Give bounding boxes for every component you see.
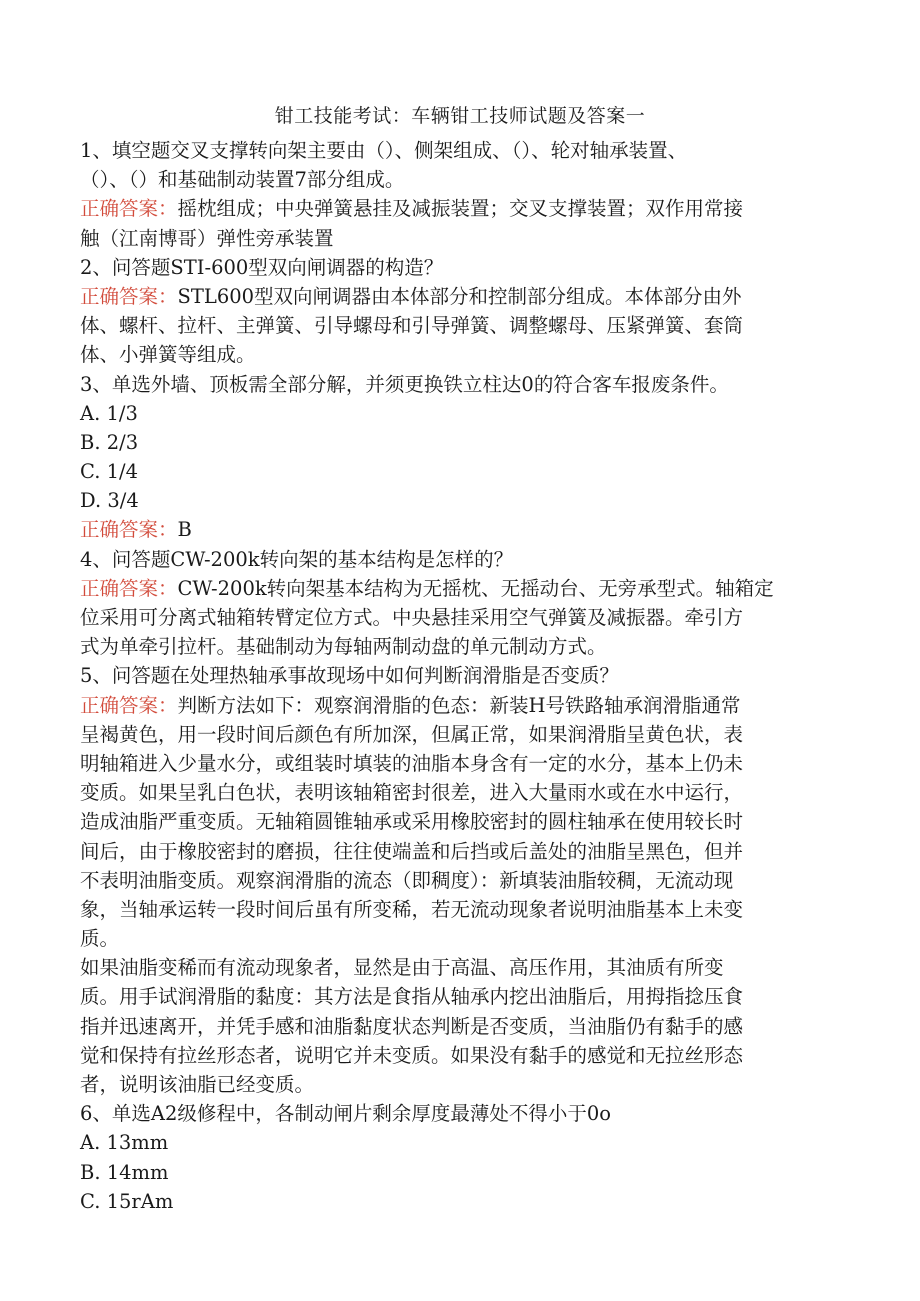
option-a: A. 1/3 <box>80 401 138 425</box>
answer-line <box>80 691 840 720</box>
answer-text: 摇枕组成；中央弹簧悬挂及减振装置；交叉支撑装置；双作用常接 <box>177 197 744 221</box>
question-text: 5、问答题在处理热轴承事故现场中如何判断润滑脂是否变质？ <box>80 664 619 688</box>
answer-label: 正确答案： <box>80 197 178 221</box>
answer-text: 判断方法如下：观察润滑脂的色态：新装H号铁路轴承润滑脂通常 <box>177 693 741 717</box>
answer-text: 触（江南博哥）弹性旁承装置 <box>80 226 334 250</box>
question-text: （）、（）和基础制动装置7部分组成。 <box>80 168 405 192</box>
answer-text: 明轴箱进入少量水分，或组装时填装的油脂本身含有一定的水分，基本上仍未 <box>80 751 744 775</box>
answer-text: 者，说明该油脂已经变质。 <box>80 1073 315 1096</box>
answer-text: B <box>177 518 192 542</box>
answer-text: 间后，由于橡胶密封的磨损，往往使端盖和后挡或后盖处的油脂呈黑色，但并 <box>80 839 744 863</box>
question-3 <box>80 370 840 545</box>
question-6 <box>80 1099 840 1216</box>
page-title: 钳工技能考试：车辆钳工技师试题及答案一 <box>274 105 646 127</box>
answer-text: 体、螺杆、拉杆、主弹簧、引导螺母和引导弹簧、调整螺母、压紧弹簧、套筒 <box>80 314 744 338</box>
answer-text: 呈褐黄色，用一段时间后颜色有所加深，但属正常，如果润滑脂呈黄色状，表 <box>80 722 744 746</box>
answer-text: 如果油脂变稀而有流动现象者，显然是由于高温、高压作用，其油质有所变 <box>80 956 724 980</box>
answer-label: 正确答案： <box>80 693 178 717</box>
question-text: 3、单选外墙、顶板需全部分解，并须更换铁立柱达0的符合客车报废条件。 <box>80 372 729 396</box>
answer-text: 体、小弹簧等组成。 <box>80 343 256 367</box>
option-a: A. 13mm <box>80 1131 169 1155</box>
answer-text: CW-200k转向架基本结构为无摇枕、无摇动台、无旁承型式。轴箱定 <box>177 576 774 600</box>
answer-text: 不表明油脂变质。观察润滑脂的流态（即稠度）：新填装油脂较稠，无流动现 <box>80 868 734 892</box>
answer-label: 正确答案： <box>80 518 178 542</box>
answer-text: 造成油脂严重变质。无轴箱圆锥轴承或采用橡胶密封的圆柱轴承在使用较长时 <box>80 810 744 834</box>
question-text: 6、单选A2级修程中，各制动闸片剩余厚度最薄处不得小于0o <box>80 1102 612 1126</box>
answer-line <box>80 515 840 544</box>
answer-text: 象，当轴承运转一段时间后虽有所变稀，若无流动现象者说明油脂基本上未变 <box>80 897 744 921</box>
document-body <box>80 136 840 1216</box>
question-text: 1、填空题交叉支撑转向架主要由（）、侧架组成、（）、轮对轴承装置、 <box>80 139 688 162</box>
answer-text: 变质。如果呈乳白色状，表明该轴箱密封很差，进入大量雨水或在水中运行， <box>80 781 744 805</box>
option-d: D. 3/4 <box>80 489 139 513</box>
answer-text: STL600型双向闸调器由本体部分和控制部分组成。本体部分由外 <box>177 284 742 308</box>
answer-label: 正确答案： <box>80 284 178 308</box>
answer-text: 指并迅速离开，并凭手感和油脂黏度状态判断是否变质，当油脂仍有黏手的感 <box>80 1014 744 1038</box>
answer-label: 正确答案： <box>80 576 178 600</box>
answer-line <box>80 574 840 603</box>
question-text: 4、问答题CW-200k转向架的基本结构是怎样的？ <box>80 547 514 571</box>
answer-line <box>80 194 840 223</box>
option-c: C. 15rAm <box>80 1189 174 1213</box>
answer-line <box>80 282 840 311</box>
question-4 <box>80 545 840 662</box>
question-text: 2、问答题STI-600型双向闸调器的构造？ <box>80 255 444 279</box>
option-c: C. 1/4 <box>80 460 139 484</box>
question-2 <box>80 253 840 370</box>
answer-text: 位采用可分离式轴箱转臂定位方式。中央悬挂采用空气弹簧及减振器。牵引方 <box>80 606 744 629</box>
answer-text: 式为单牵引拉杆。基础制动为每轴两制动盘的单元制动方式。 <box>80 635 607 659</box>
option-b: B. 2/3 <box>80 430 139 454</box>
option-b: B. 14mm <box>80 1160 169 1184</box>
question-5 <box>80 661 840 1099</box>
answer-text: 觉和保持有拉丝形态者，说明它并未变质。如果没有黏手的感觉和无拉丝形态 <box>80 1043 744 1067</box>
question-1 <box>80 136 840 253</box>
answer-text: 质。用手试润滑脂的黏度：其方法是食指从轴承内挖出油脂后，用拇指捻压食 <box>80 985 744 1009</box>
answer-text: 质。 <box>80 927 120 951</box>
